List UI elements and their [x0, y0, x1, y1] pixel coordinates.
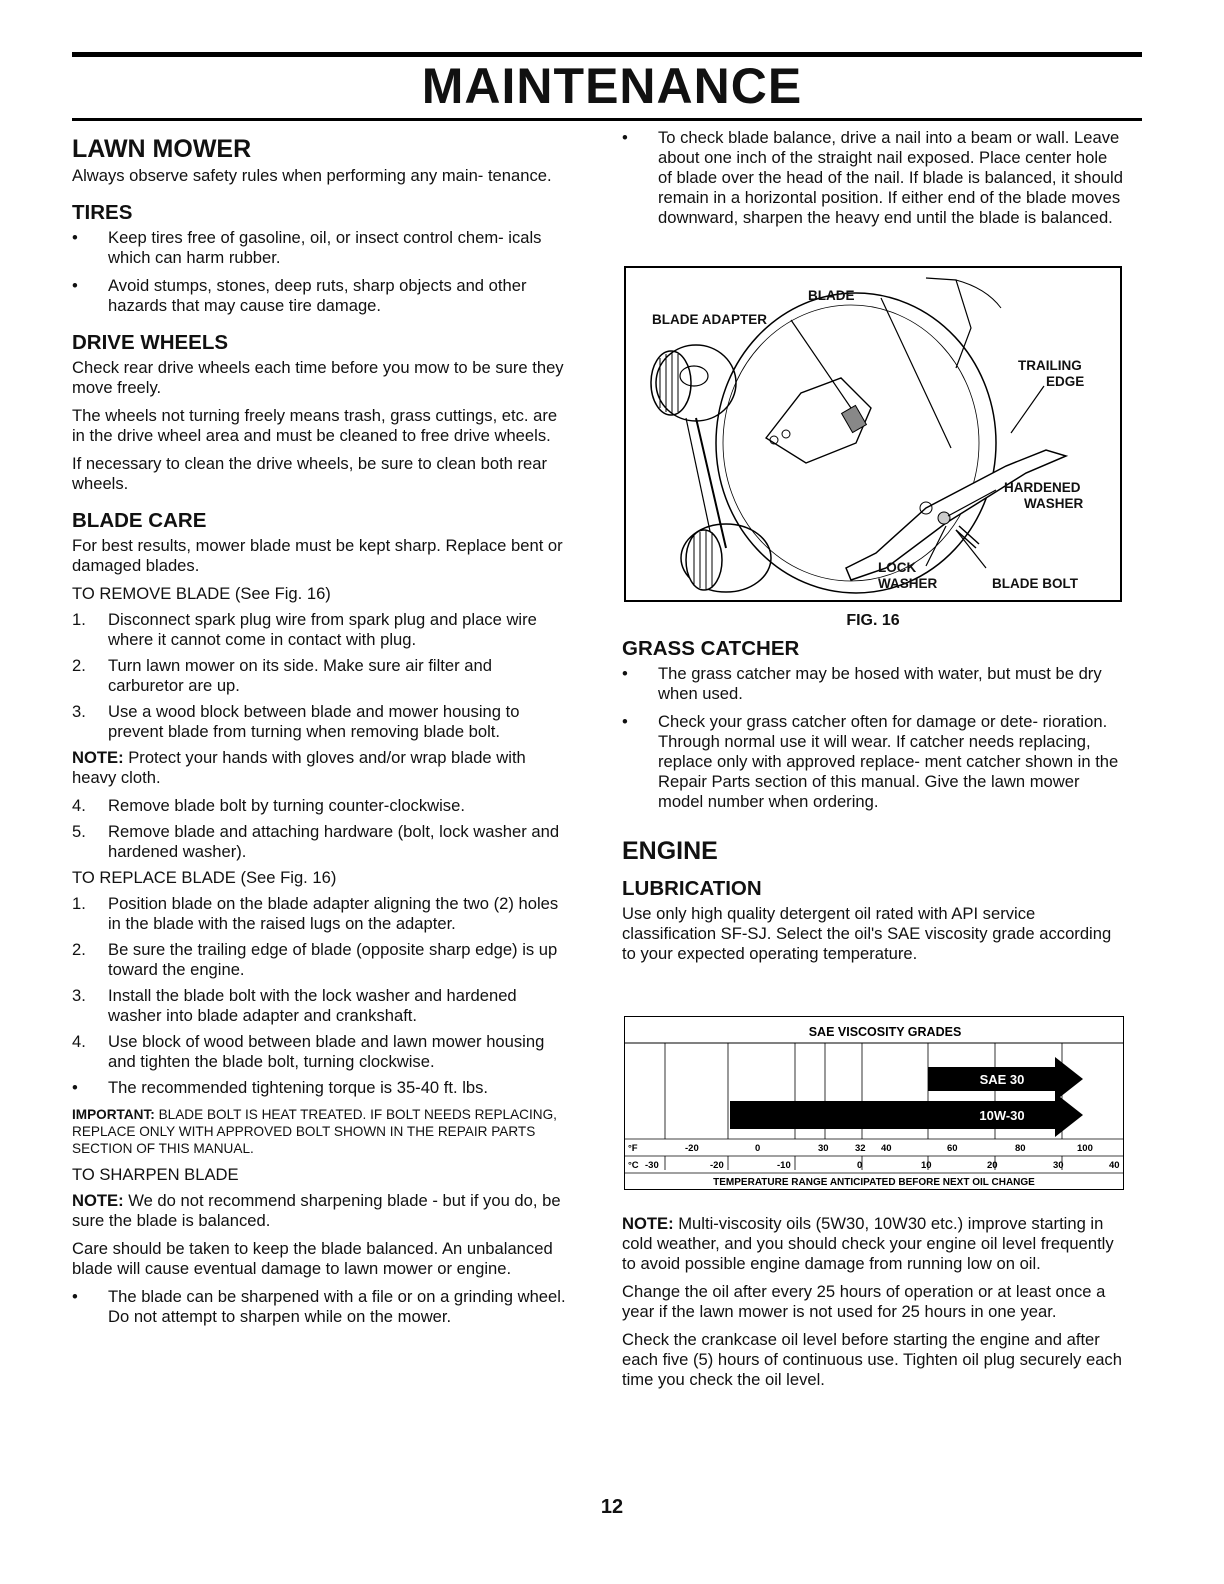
tires-heading: TIRES	[72, 201, 133, 224]
drive-wheels-para: Check rear drive wheels each time before you mow to be sure they move freely.	[72, 358, 564, 397]
c-tick: -20	[710, 1160, 724, 1171]
fig-16-caption: FIG. 16	[846, 612, 900, 629]
c-tick: 10	[921, 1160, 932, 1171]
10w-30-bar	[730, 1093, 1083, 1137]
trailing-label: TRAILING	[1018, 358, 1082, 373]
tires-bullet: • Keep tires free of gasoline, oil, or insect control chem- icals which can harm rubber.	[72, 228, 572, 268]
blade-care-intro: For best results, mower blade must be kept sharp. Replace bent or damaged blades.	[72, 536, 563, 575]
drive-wheels-para: If necessary to clean the drive wheels, be sure to clean both rear wheels.	[72, 454, 548, 493]
remove-step: 2. Turn lawn mower on its side. Make sure air filter and carburetor are up.	[72, 656, 492, 695]
f-tick: 60	[947, 1143, 958, 1154]
sae-chart-title: SAE VISCOSITY GRADES	[808, 1025, 962, 1039]
right-column-engine-notes	[622, 1214, 1125, 1398]
c-unit: °C	[628, 1160, 639, 1171]
hardened-washer-label: WASHER	[1024, 496, 1084, 511]
header-bottom-rule	[72, 118, 1142, 121]
lock-washer-label: WASHER	[878, 576, 938, 591]
oil-check-para: Check the crankcase oil level before starting the engine and after each five (5) hours of continuous use. Tighten oil plug securely each time you check the oil level.	[622, 1330, 1122, 1389]
right-column-bottom	[622, 636, 1125, 972]
remove-step: 3. Use a wood block between blade and mower housing to prevent blade from turning when removing blade bolt.	[72, 702, 520, 741]
drive-wheels-heading: DRIVE WHEELS	[72, 331, 229, 354]
10w-30-label: 10W-30	[979, 1108, 1025, 1123]
sae-chart-drawing	[625, 1017, 1123, 1189]
grass-catcher-heading: GRASS CATCHER	[622, 637, 800, 660]
f-tick: 0	[755, 1143, 761, 1154]
drive-wheels-para: The wheels not turning freely means trash, grass cuttings, etc. are in the drive wheel area and must be cleaned to free drive wheels.	[72, 406, 558, 445]
f-tick: -20	[685, 1143, 699, 1154]
c-tick: -30	[645, 1160, 659, 1171]
remove-blade-title: TO REMOVE BLADE (See Fig. 16)	[72, 584, 331, 603]
c-tick: 40	[1109, 1160, 1120, 1171]
blade-adapter-label: BLADE ADAPTER	[652, 312, 768, 327]
replace-step: 4. Use block of wood between blade and lawn mower housing and tighten the blade bolt, turning clockwise.	[72, 1032, 545, 1071]
remove-step: 1. Disconnect spark plug wire from spark plug and place wire where it cannot come in contact with plug.	[72, 610, 537, 649]
sae-chart-footer: TEMPERATURE RANGE ANTICIPATED BEFORE NEXT OIL CHANGE	[713, 1177, 1035, 1188]
engine-heading: ENGINE	[622, 837, 718, 865]
grass-catcher-bullet: • Check your grass catcher often for damage or dete- rioration. Through normal use it will wear. If catcher needs replacing, replace only with approved replace- ment catcher shown in the Repair Parts section of this manual. Give the lawn mower model number when ordering.	[622, 712, 1125, 812]
sharpen-note: NOTE: We do not recommend sharpening blade - but if you do, be sure the blade is balanced.	[72, 1191, 561, 1230]
blade-care-heading: BLADE CARE	[72, 509, 207, 532]
c-tick: 0	[857, 1160, 863, 1171]
c-tick: -10	[777, 1160, 791, 1171]
lawn-mower-heading: LAWN MOWER	[72, 135, 252, 163]
sharpen-bullet: • The blade can be sharpened with a file or on a grinding wheel. Do not attempt to sharpen while on the mower.	[72, 1287, 572, 1327]
f-tick: 32	[855, 1143, 866, 1154]
sae-viscosity-chart	[624, 1016, 1124, 1190]
f-tick: 100	[1077, 1143, 1093, 1154]
balance-check-bullet: • To check blade balance, drive a nail into a beam or wall. Leave about one inch of the straight nail exposed. Place center hole of blade over the head of the nail. If blade is balanced, it should remain in a horizontal position. If either end of the blade moves downward, sharpen the heavy end until the blade is balanced.	[622, 128, 1125, 228]
torque-bullet: • The recommended tightening torque is 35-40 ft. lbs.	[72, 1078, 572, 1098]
oil-change-para: Change the oil after every 25 hours of operation or at least once a year if the lawn mower is not used for 25 hours in one year.	[622, 1282, 1106, 1321]
remove-step: 4. Remove blade bolt by turning counter-clockwise.	[72, 796, 465, 815]
right-column-top	[622, 128, 1125, 236]
f-tick: 30	[818, 1143, 829, 1154]
lawn-mower-intro: Always observe safety rules when performing any main- tenance.	[72, 166, 552, 185]
balance-para: Care should be taken to keep the blade balanced. An unbalanced blade will cause eventual damage to lawn mower or engine.	[72, 1239, 553, 1278]
replace-step: 2. Be sure the trailing edge of blade (opposite sharp edge) is up toward the engine.	[72, 940, 558, 979]
tires-bullet: • Avoid stumps, stones, deep ruts, sharp objects and other hazards that may cause tire damage.	[72, 276, 572, 316]
page-title: MAINTENANCE	[421, 58, 803, 114]
c-tick: 20	[987, 1160, 998, 1171]
sae-30-label: SAE 30	[979, 1072, 1025, 1087]
f-unit: °F	[628, 1143, 638, 1154]
c-tick: 30	[1053, 1160, 1064, 1171]
remove-step: 5. Remove blade and attaching hardware (bolt, lock washer and hardened washer).	[72, 822, 560, 861]
f-tick: 80	[1015, 1143, 1026, 1154]
sharpen-blade-title: TO SHARPEN BLADE	[72, 1165, 239, 1184]
grass-catcher-bullet: • The grass catcher may be hosed with water, but must be dry when used.	[622, 664, 1125, 704]
page-number: 12	[600, 1496, 624, 1518]
multi-viscosity-note: NOTE: Multi-viscosity oils (5W30, 10W30 etc.) improve starting in cold weather, and you should check your engine oil level frequently to avoid possible engine damage from running low on oil.	[622, 1214, 1114, 1273]
blade-bolt-label: BLADE BOLT	[992, 576, 1078, 591]
replace-step: 1. Position blade on the blade adapter aligning the two (2) holes in the blade with the raised lugs on the adapter.	[72, 894, 559, 933]
f-tick: 40	[881, 1143, 892, 1154]
lubrication-heading: LUBRICATION	[622, 877, 762, 900]
lock-label: LOCK	[878, 560, 917, 575]
edge-label: EDGE	[1046, 374, 1085, 389]
replace-blade-title: TO REPLACE BLADE (See Fig. 16)	[72, 868, 337, 887]
important-notice: IMPORTANT: BLADE BOLT IS HEAT TREATED. IF BOLT NEEDS REPLACING, REPLACE ONLY WITH APPROVED BOLT SHOWN IN THE REPAIR PARTS SECTION OF THIS MANUAL.	[72, 1107, 557, 1156]
gloves-note: NOTE: Protect your hands with gloves and/or wrap blade with heavy cloth.	[72, 748, 526, 787]
fig-16-illustration	[624, 266, 1122, 602]
blade-label: BLADE	[808, 288, 855, 303]
lubrication-para: Use only high quality detergent oil rated with API service classification SF-SJ. Select the oil's SAE viscosity grade according to your expected operating temperature.	[622, 904, 1112, 963]
replace-step: 3. Install the blade bolt with the lock washer and hardened washer into blade adapter and crankshaft.	[72, 986, 517, 1025]
hardened-label: HARDENED	[1004, 480, 1081, 495]
left-column	[72, 128, 572, 1335]
